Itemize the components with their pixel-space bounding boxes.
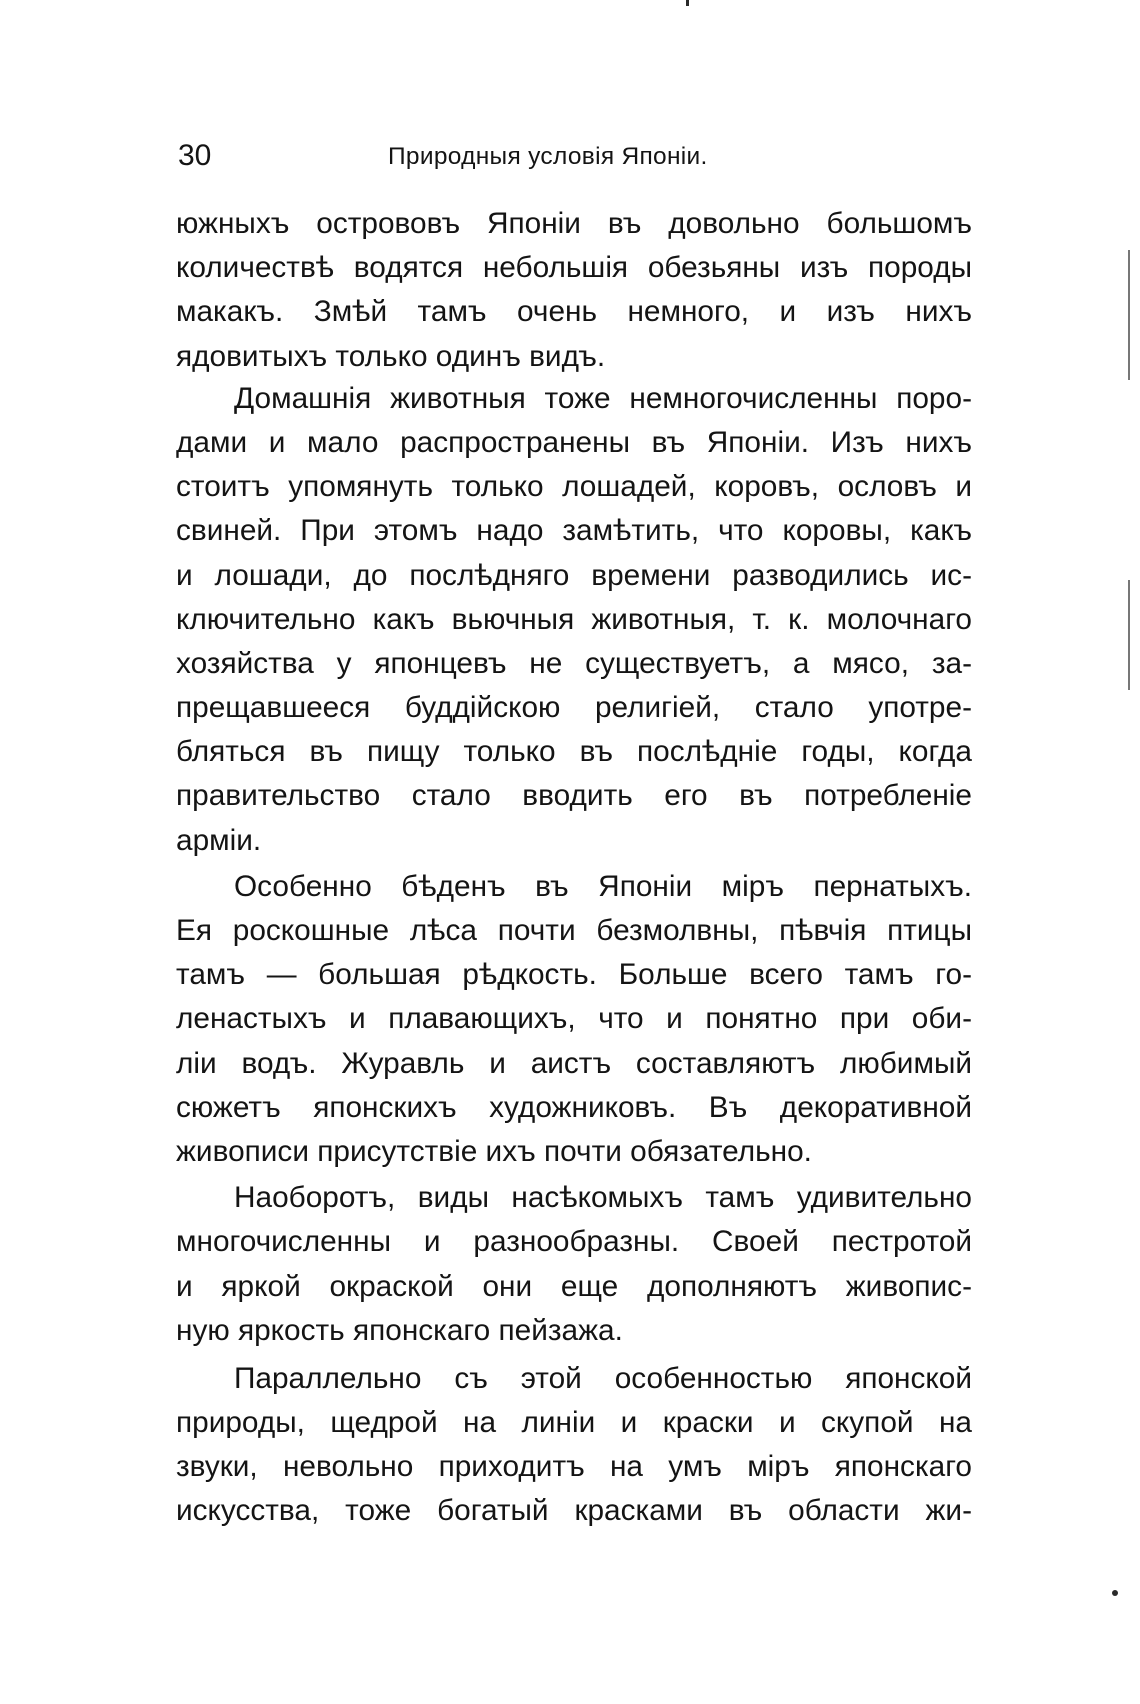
running-head: Природныя условія Японіи. bbox=[388, 143, 708, 170]
scan-speck bbox=[1112, 1590, 1118, 1596]
text-line: ліи водъ. Журавль и аистъ составляютъ любимый bbox=[176, 1046, 972, 1080]
text-line: ядовитыхъ только одинъ видъ. bbox=[176, 339, 606, 373]
paragraph bbox=[176, 1176, 972, 1353]
scan-edge-mark bbox=[1128, 250, 1130, 380]
scan-speck bbox=[686, 0, 689, 6]
text-line: правительство стало вводить его въ потребленіе bbox=[176, 779, 972, 813]
text-line: дами и мало распространены въ Японіи. Изъ нихъ bbox=[176, 425, 972, 459]
text-line: ключительно какъ вьючныя животныя, т. к. молочнаго bbox=[176, 602, 972, 636]
text-line: многочисленны и разнообразны. Своей пестротой bbox=[176, 1225, 972, 1259]
text-line: прещавшееся буддійскою религіей, стало употре- bbox=[176, 691, 972, 725]
text-line: ную яркость японскаго пейзажа. bbox=[176, 1313, 623, 1347]
text-line: хозяйства у японцевъ не существуетъ, а мясо, за- bbox=[176, 646, 972, 680]
text-line: количествѣ водятся небольшія обезьяны изъ породы bbox=[176, 251, 972, 285]
text-line: Параллельно съ этой особенностью японской bbox=[234, 1361, 972, 1395]
text-line: арміи. bbox=[176, 823, 262, 857]
text-line: бляться въ пищу только въ послѣдніе годы, когда bbox=[176, 735, 972, 769]
text-line: ленастыхъ и плавающихъ, что и понятно при оби- bbox=[176, 1002, 972, 1036]
text-line: макакъ. Змѣй тамъ очень немного, и изъ нихъ bbox=[176, 295, 972, 329]
text-line: звуки, невольно приходитъ на умъ міръ японскаго bbox=[176, 1450, 972, 1484]
text-line: и лошади, до послѣдняго времени разводились ис- bbox=[176, 558, 972, 592]
text-line: живописи присутствіе ихъ почти обязательно. bbox=[176, 1134, 812, 1168]
text-line: природы, щедрой на линіи и краски и скупой на bbox=[176, 1406, 972, 1440]
page-number: 30 bbox=[178, 139, 212, 172]
text-line: сюжетъ японскихъ художниковъ. Въ декоративной bbox=[176, 1090, 972, 1124]
text-body bbox=[176, 202, 972, 1534]
scan-edge-mark bbox=[1128, 580, 1130, 690]
text-line: стоитъ упомянуть только лошадей, коровъ, ословъ и bbox=[176, 470, 972, 504]
text-line: Особенно бѣденъ въ Японіи міръ пернатыхъ. bbox=[234, 869, 972, 903]
text-line: Домашнія животныя тоже немногочисленны поро- bbox=[234, 381, 972, 415]
text-line: искусства, тоже богатый красками въ области жи- bbox=[176, 1494, 972, 1528]
text-line: и яркой окраской они еще дополняютъ живопис- bbox=[176, 1269, 972, 1303]
text-line: Ея роскошные лѣса почти безмолвны, пѣвчія птицы bbox=[176, 914, 972, 947]
text-line: свиней. При этомъ надо замѣтить, что коровы, какъ bbox=[176, 514, 972, 548]
text-line: южныхъ острововъ Японіи въ довольно большомъ bbox=[176, 207, 972, 240]
text-line: Наоборотъ, виды насѣкомыхъ тамъ удивительно bbox=[234, 1181, 972, 1215]
paragraph bbox=[176, 865, 972, 1174]
paragraph bbox=[176, 1357, 972, 1534]
text-line: тамъ — большая рѣдкость. Больше всего тамъ го- bbox=[176, 958, 972, 992]
paragraph bbox=[176, 377, 972, 863]
paragraph bbox=[176, 202, 972, 379]
